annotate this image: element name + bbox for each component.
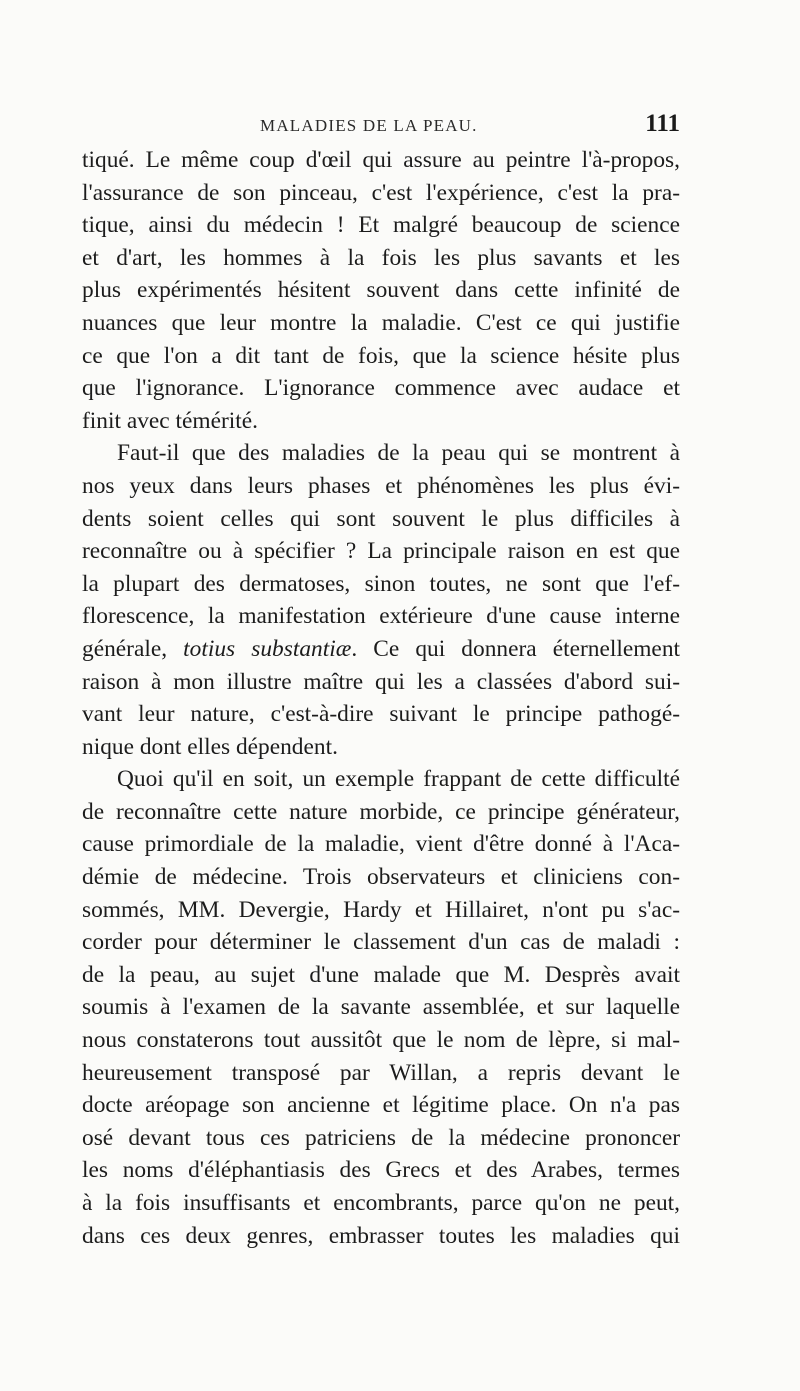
text-line: raison à mon illustre maître qui les a classées d'abord sui-	[82, 668, 680, 695]
text-line: sommés, MM. Devergie, Hardy et Hillairet, n'ont pu s'ac-	[82, 896, 680, 923]
text-line: à la fois insuffisants et encombrants, parce qu'on ne peut,	[82, 1190, 680, 1216]
text-line: reconnaître ou à spécifier ? La principale raison en est que	[82, 538, 680, 565]
page-number: 111	[645, 110, 680, 137]
text-line: dents soient celles qui sont souvent le plus difficiles à	[82, 505, 680, 532]
text-line: les noms d'éléphantiasis des Grecs et des Arabes, termes	[82, 1157, 680, 1184]
text-line: nous constaterons tout aussitôt que le nom de lèpre, si mal-	[82, 1027, 680, 1054]
text-line: la plupart des dermatoses, sinon toutes, ne sont que l'ef-	[82, 570, 680, 597]
paragraph-3	[82, 763, 680, 1252]
text-line: plus expérimentés hésitent souvent dans cette infinité de	[82, 277, 680, 304]
text-line: dans ces deux genres, embrasser toutes les maladies qui	[82, 1222, 680, 1249]
text-line: heureusement transposé par Willan, a repris devant le	[82, 1059, 680, 1086]
text-line: tique, ainsi du médecin ! Et malgré beaucoup de science	[82, 212, 680, 239]
text-line: démie de médecine. Trois observateurs et cliniciens con-	[82, 864, 680, 891]
text-line: docte aréopage son ancienne et légitime place. On n'a pas	[82, 1092, 680, 1119]
italic-phrase: totius substantiæ	[183, 635, 352, 662]
text-line: corder pour déterminer le classement d'un cas de maladi :	[82, 929, 680, 956]
paragraph-2	[82, 437, 680, 763]
text-line: de la peau, au sujet d'une malade que M. Desprès avait	[82, 961, 680, 988]
page-header	[82, 112, 680, 142]
text-line: vant leur nature, c'est-à-dire suivant le principe pathogé-	[82, 701, 680, 728]
text-line: nique dont elles dépendent.	[82, 733, 338, 760]
text-line-italic	[82, 633, 680, 666]
text-line: de reconnaître cette nature morbide, ce principe générateur,	[82, 798, 680, 825]
text-line: nos yeux dans leurs phases et phénomènes les plus évi-	[82, 472, 680, 499]
text-line: cause primordiale de la maladie, vient d'être donné à l'Aca-	[82, 831, 680, 858]
text-line: osé devant tous ces patriciens de la médecine prononcer	[82, 1124, 680, 1151]
text-line: et d'art, les hommes à la fois les plus savants et les	[82, 244, 680, 271]
text-line: Quoi qu'il en soit, un exemple frappant de cette difficulté	[117, 766, 680, 793]
text-segment: . Ce qui donnera éternellement	[351, 635, 681, 662]
text-segment: générale,	[82, 635, 184, 662]
text-line: l'assurance de son pinceau, c'est l'expérience, c'est la pra-	[82, 179, 680, 206]
text-line: que l'ignorance. L'ignorance commence avec audace et	[82, 375, 680, 402]
paragraph-1	[82, 144, 680, 437]
text-line: finit avec témérité.	[82, 407, 258, 434]
text-line: ce que l'on a dit tant de fois, que la science hésite plus	[82, 342, 680, 369]
text-line: Faut-il que des maladies de la peau qui se montrent à	[117, 440, 680, 467]
text-line: florescence, la manifestation extérieure d'une cause interne	[82, 603, 680, 630]
body-text	[82, 144, 680, 1252]
text-line: nuances que leur montre la maladie. C'est ce qui justifie	[82, 309, 680, 336]
text-line: tiqué. Le même coup d'œil qui assure au peintre l'à-propos,	[82, 147, 680, 173]
running-title: MALADIES DE LA PEAU.	[260, 116, 478, 135]
text-line: soumis à l'examen de la savante assemblée, et sur laquelle	[82, 994, 680, 1021]
